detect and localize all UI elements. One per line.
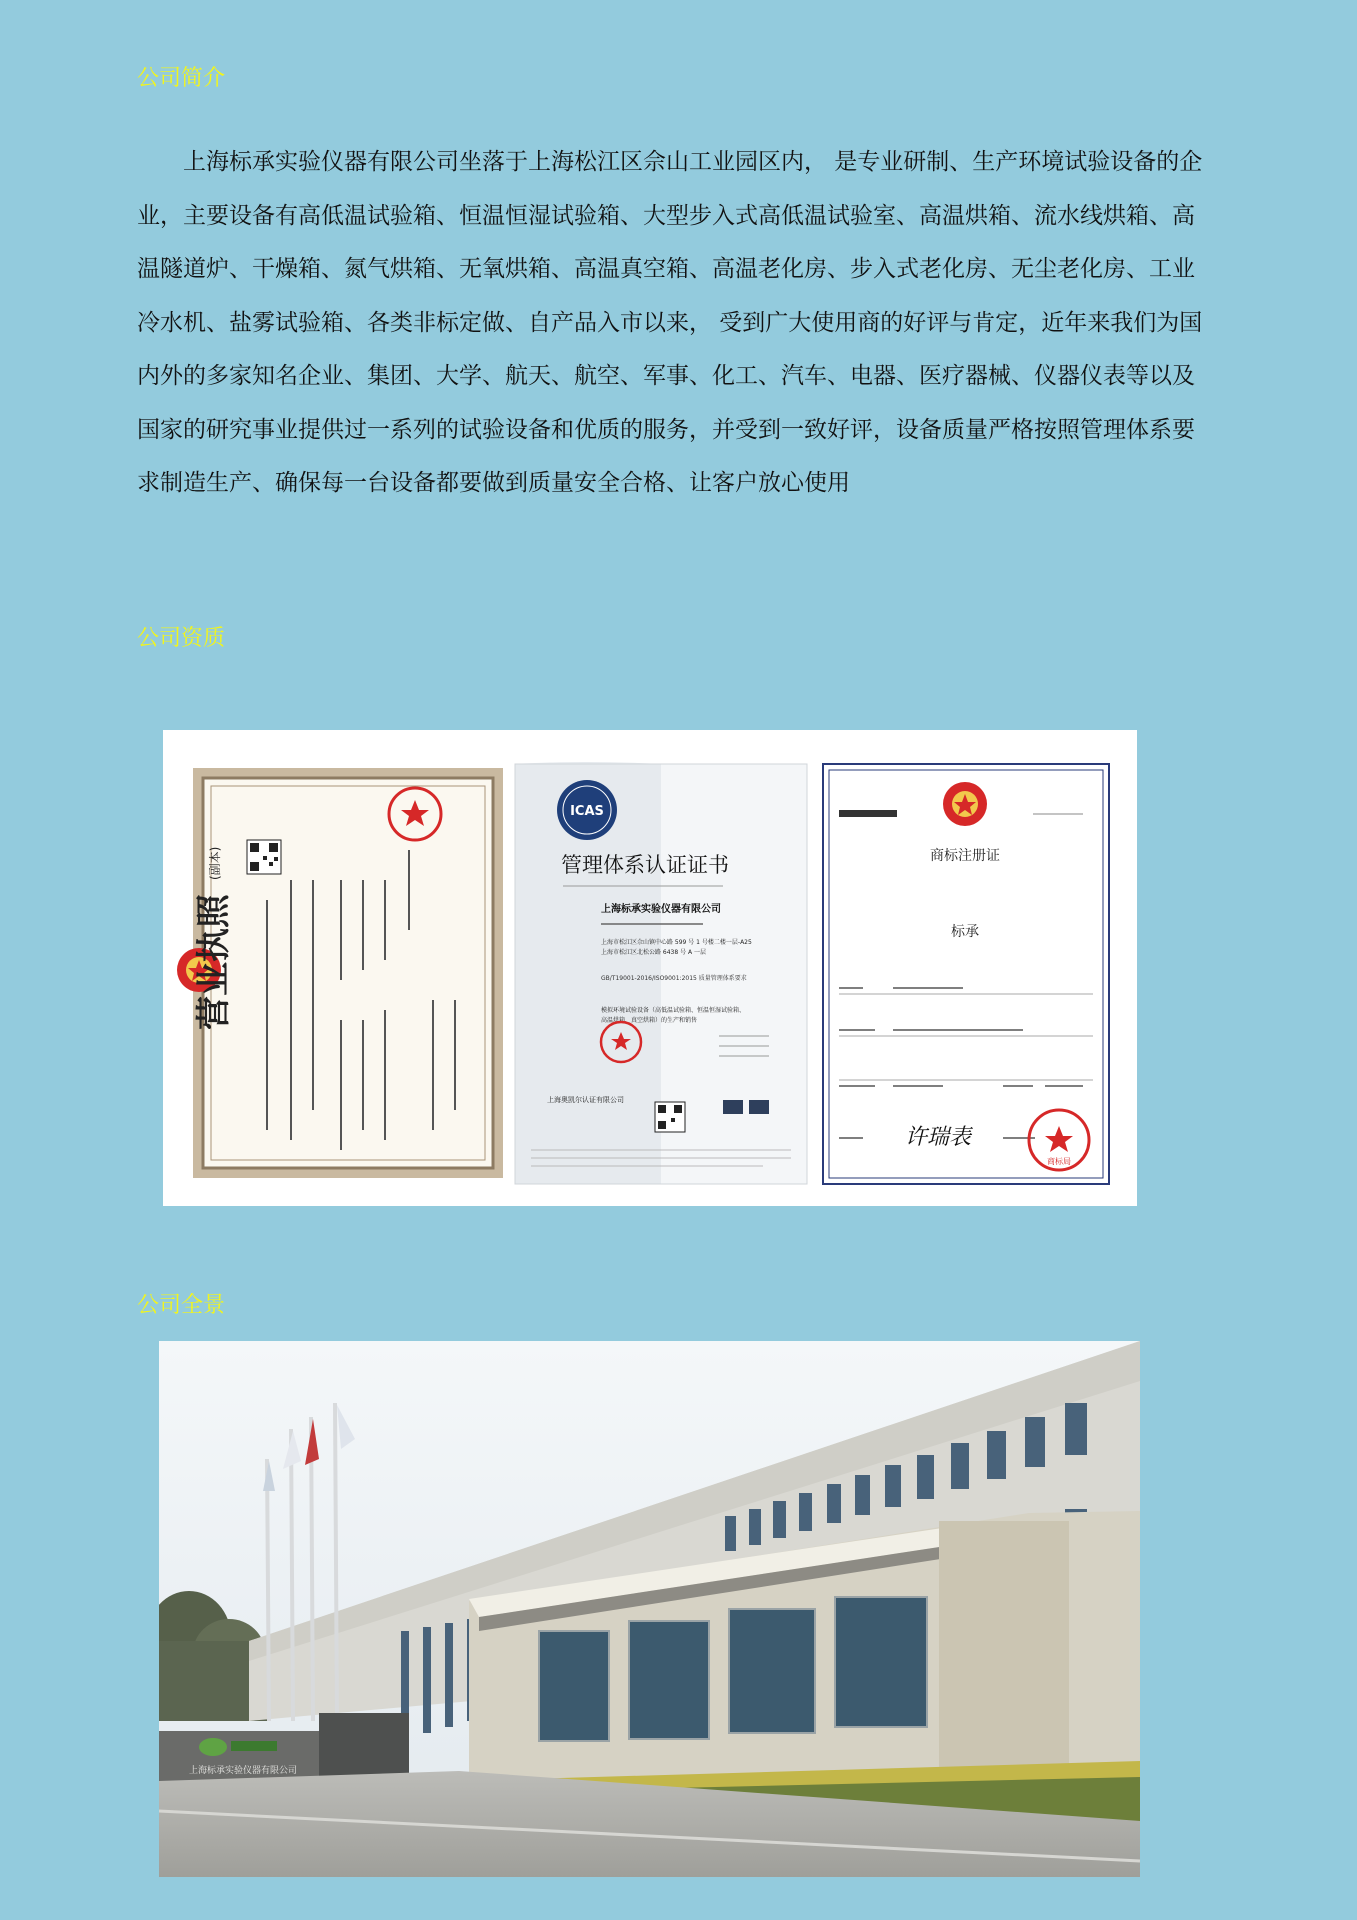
section-title-panorama: 公司全景: [137, 1293, 226, 1318]
iso-certificate-title: 管理体系认证证书: [561, 853, 729, 877]
section-title-qualification: 公司资质: [137, 626, 226, 651]
icas-badge-icon: [557, 780, 617, 840]
certificates-image: [163, 730, 1137, 1206]
trademark-mark: 标承: [951, 924, 979, 940]
qr-code-icon: [655, 1102, 685, 1132]
iso-certificate-issuer: 上海奥凯尔认证有限公司: [547, 1096, 624, 1104]
national-emblem-icon: [943, 782, 987, 826]
iso-certificate-scope-2: 高温烘箱、真空烘箱）的生产和销售: [601, 1017, 698, 1024]
trademark-signature: 许瑞表: [905, 1125, 972, 1150]
iso-certificate-standard: GB/T19001-2016/ISO9001:2015 质量管理体系要求: [601, 975, 747, 982]
qr-code-icon: [247, 840, 281, 874]
trademark-seal-label: 商标局: [1047, 1157, 1071, 1166]
iso-certificate-scope-1: 模拟环境试验设备（高低温试验箱、恒温恒湿试验箱、: [601, 1007, 746, 1014]
iso-certificate-address-2: 上海市松江区北松公路 6438 号 A 一层: [601, 949, 707, 956]
section-title-company-intro: 公司简介: [137, 66, 226, 91]
business-license-subtitle: (副本): [208, 846, 222, 880]
iso-certificate: [515, 762, 807, 1184]
iso-certificate-company: 上海标承实验仪器有限公司: [601, 904, 721, 915]
company-sign-text: 上海标承实验仪器有限公司: [189, 1766, 298, 1776]
company-intro-text: 上海标承实验仪器有限公司坐落于上海松江区佘山工业园区内， 是专业研制、生产环境试验设备的企业，主要设备有高低温试验箱、恒温恒湿试验箱、大型步入式高低温试验室、高温烘箱、流水线烘箱、高温隧道炉、干燥箱、氮气烘箱、无氧烘箱、高温真空箱、高温老化房、步入式老化房、无尘老化房、工业冷水机、盐雾试验箱、各类非标定做、自产品入市以来， 受到广大使用商的好评与肯定，近年来我们为国内外的多家知名企业、集团、大学、航天、航空、军事、化工、汽车、电器、医疗器械、仪器仪表等以及国家的研究事业提供过一系列的试验设备和优质的服务，并受到一致好评，设备质量严格按照管理体系要求制造生产、确保每一台设备都要做到质量安全合格、让客户放心使用: [137, 149, 1203, 496]
business-license-title: 营业执照: [194, 894, 234, 1030]
trademark-certificate: [823, 764, 1109, 1184]
business-license-certificate: [177, 768, 503, 1178]
trademark-certificate-title: 商标注册证: [930, 848, 1000, 864]
iso-certificate-address-1: 上海市松江区佘山镇中心路 599 号 1 号楼二楼一层-A25: [601, 939, 752, 946]
icas-badge-label: ICAS: [570, 804, 604, 819]
company-panorama-photo: [159, 1341, 1140, 1877]
